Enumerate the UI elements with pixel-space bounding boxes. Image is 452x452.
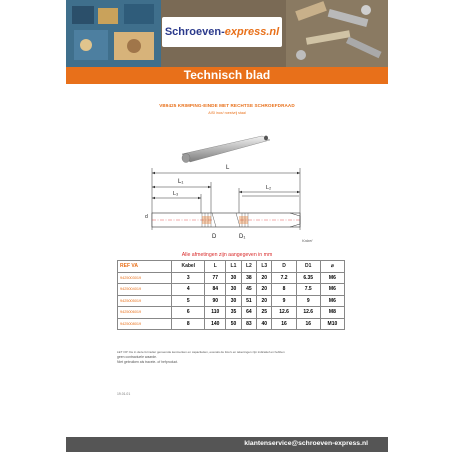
table-cell: 4	[172, 284, 205, 296]
table-cell: 8	[272, 284, 296, 296]
table-cell: 12.6	[296, 307, 320, 319]
table-cell: 20	[257, 272, 272, 284]
brand-logo	[162, 17, 282, 47]
table-cell: 7.5	[296, 284, 320, 296]
table-cell: M8	[320, 307, 344, 319]
col-header: ⌀	[320, 261, 344, 273]
table-cell: 8	[172, 318, 205, 330]
col-header: REF VA	[118, 261, 172, 273]
note-line-1: LET OP: De in deze formulier genoemde kenmerken en capaciteiten, evenals de foto's en tekeningen zijn indicatief en hebben	[117, 350, 285, 354]
dim-label-L: L	[226, 165, 230, 171]
col-header: L2	[241, 261, 256, 273]
logo-text-part1: Schroeven-	[164, 26, 225, 38]
table-cell: 140	[205, 318, 226, 330]
table-cell: 6	[172, 307, 205, 319]
table-row	[118, 295, 345, 307]
table-cell: 30	[226, 284, 241, 296]
table-cell: 7.2	[272, 272, 296, 284]
table-cell: M6	[320, 284, 344, 296]
col-header: L1	[226, 261, 241, 273]
table-cell: 12.6	[272, 307, 296, 319]
table-cell: 6.35	[296, 272, 320, 284]
col-header: L	[205, 261, 226, 273]
dim-label-D: D	[212, 234, 217, 240]
note-line-3: Niet gebruiken als traceie- of hefproduct.	[117, 360, 179, 364]
dim-label-L1: L₁	[178, 179, 184, 185]
table-cell: 84	[205, 284, 226, 296]
table-cell: 30	[226, 272, 241, 284]
sheet-title: Technisch blad	[183, 68, 271, 82]
table-row	[118, 272, 345, 284]
table-cell: 9425008019	[118, 318, 172, 330]
table-cell: 9425005019	[118, 295, 172, 307]
technical-drawing	[66, 110, 388, 250]
table-cell: 51	[241, 295, 256, 307]
table-cell: 20	[257, 284, 272, 296]
footer-email-link[interactable]: klantenservice@schroeven-express.nl	[244, 440, 368, 447]
dim-label-kabel: Kabel	[302, 238, 313, 243]
table-cell: 64	[241, 307, 256, 319]
product-title: VB9425 KRIMPING-EINDE MET RECHTSE SCHROEFDRAAD	[159, 103, 295, 108]
table-cell: 35	[226, 307, 241, 319]
logo-text-part2: express.nl	[224, 26, 280, 38]
dim-label-D1: D₁	[239, 234, 246, 240]
table-cell: 16	[296, 318, 320, 330]
table-cell: 5	[172, 295, 205, 307]
table-cell: 9	[296, 295, 320, 307]
table-cell: 38	[241, 272, 256, 284]
footer-bar	[66, 437, 388, 452]
table-cell: 9	[272, 295, 296, 307]
table-cell: M6	[320, 295, 344, 307]
table-cell: 40	[257, 318, 272, 330]
technical-sheet-page	[66, 0, 388, 452]
col-header: D1	[296, 261, 320, 273]
table-row	[118, 307, 345, 319]
table-cell: 9425006019	[118, 307, 172, 319]
table-cell: 110	[205, 307, 226, 319]
table-cell: 9425003019	[118, 272, 172, 284]
version-code: 19.01.01	[117, 392, 131, 396]
product-photo	[182, 136, 270, 163]
dim-label-L3: L₃	[173, 191, 179, 197]
note-line-2: geen contractuele waarde.	[117, 355, 157, 359]
table-cell: 50	[226, 318, 241, 330]
table-header-row	[118, 261, 345, 273]
col-header: L3	[257, 261, 272, 273]
spec-table	[117, 260, 345, 330]
table-cell: 25	[257, 307, 272, 319]
dim-label-d: d	[145, 214, 148, 220]
header-banner	[66, 0, 388, 67]
table-row	[118, 318, 345, 330]
table-cell: 45	[241, 284, 256, 296]
table-cell: 3	[172, 272, 205, 284]
table-cell: M10	[320, 318, 344, 330]
table-cell: 20	[257, 295, 272, 307]
table-cell: 90	[205, 295, 226, 307]
col-header: D	[272, 261, 296, 273]
table-cell: 30	[226, 295, 241, 307]
table-cell: 9425004019	[118, 284, 172, 296]
dim-label-L2: L₂	[266, 185, 272, 191]
dimensions-note: Alle afmetingen zijn aangegeven in mm	[181, 252, 273, 258]
disclaimer-notes	[117, 350, 367, 365]
table-cell: 83	[241, 318, 256, 330]
product-subtitle: AISI inox/ roestvrij staal	[208, 111, 246, 115]
col-header: Kabel	[172, 261, 205, 273]
table-cell: 77	[205, 272, 226, 284]
table-row	[118, 284, 345, 296]
table-cell: M6	[320, 272, 344, 284]
table-cell: 16	[272, 318, 296, 330]
terminal-outline	[152, 213, 300, 227]
